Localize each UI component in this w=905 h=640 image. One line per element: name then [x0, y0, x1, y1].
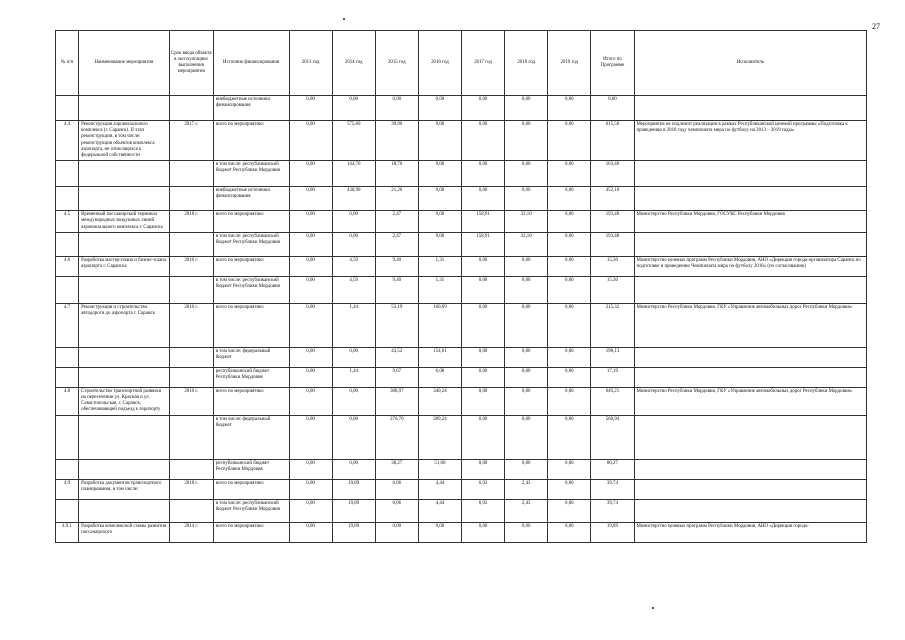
header-cell: Источник финансирования [213, 31, 289, 96]
item-number-cell [56, 499, 79, 522]
amount-cell: 0,00 [289, 459, 332, 479]
amount-cell: 0,00 [591, 96, 634, 121]
item-number-cell [56, 459, 79, 479]
amount-cell: 0,00 [548, 415, 591, 459]
amount-cell: 340,24 [418, 387, 461, 415]
amount-cell: 568,94 [591, 415, 634, 459]
item-number-cell [56, 367, 79, 387]
term-cell [169, 499, 213, 522]
amount-cell: 0,00 [418, 121, 461, 161]
funding-source-cell: внебюджетные источники финансирования [213, 96, 289, 121]
funding-source-cell: внебюджетные источники финансирования [213, 187, 289, 211]
amount-cell: 15,30 [591, 256, 634, 276]
amount-cell: 6,92 [462, 479, 505, 499]
table-row [56, 499, 867, 522]
amount-cell: 0,00 [505, 522, 548, 542]
header-cell: 2019 год [548, 31, 591, 96]
amount-cell: 0,00 [505, 303, 548, 347]
item-number-cell [56, 161, 79, 187]
amount-cell: 0,00 [375, 96, 418, 121]
table-row [56, 161, 867, 187]
item-name-cell [79, 347, 169, 367]
amount-cell: 198,13 [591, 347, 634, 367]
item-name-cell: Временный пассажирский терминал международных воздушных линий аэровокзального комплекса г. Саранска [79, 211, 169, 233]
amount-cell: 0,00 [505, 276, 548, 303]
item-name-cell [79, 232, 169, 256]
amount-cell: 0,00 [332, 415, 375, 459]
item-name-cell [79, 415, 169, 459]
amount-cell: 0,00 [462, 96, 505, 121]
amount-cell: 0,00 [548, 387, 591, 415]
amount-cell: 0,00 [548, 121, 591, 161]
amount-cell: 39,74 [591, 499, 634, 522]
amount-cell: 1,31 [418, 276, 461, 303]
amount-cell: 4,44 [418, 499, 461, 522]
amount-cell: 6,06 [375, 499, 418, 522]
executor-cell [634, 367, 867, 387]
amount-cell: 0,00 [418, 96, 461, 121]
executor-cell [634, 276, 867, 303]
term-cell [169, 96, 213, 121]
amount-cell: 615,50 [591, 121, 634, 161]
funding-source-cell: всего по мероприятию: [213, 522, 289, 542]
amount-cell: 0,00 [289, 415, 332, 459]
amount-cell: 0,00 [462, 303, 505, 347]
term-cell: 2016 г. [169, 303, 213, 347]
amount-cell: 0,00 [462, 459, 505, 479]
funding-source-cell: всего по мероприятию: [213, 121, 289, 161]
executor-cell [634, 499, 867, 522]
table-row [56, 522, 867, 542]
amount-cell: 0,00 [548, 187, 591, 211]
amount-cell: 0,00 [289, 303, 332, 347]
item-number-cell: 4.4 [56, 121, 79, 161]
amount-cell: 0,00 [289, 479, 332, 499]
header-cell: Итого по Программе [591, 31, 634, 96]
amount-cell: 0,00 [462, 256, 505, 276]
item-number-cell: 4.9.1 [56, 522, 79, 542]
header-row [56, 31, 867, 96]
funding-source-cell: в том числе: республиканский бюджет Республики Мордовия [213, 161, 289, 187]
item-number-cell: 4.9 [56, 479, 79, 499]
funding-source-cell: всего по мероприятию: [213, 211, 289, 233]
amount-cell: 289,24 [418, 415, 461, 459]
term-cell [169, 161, 213, 187]
amount-cell: 43,52 [375, 347, 418, 367]
amount-cell: 158,91 [462, 211, 505, 233]
amount-cell: 6,06 [375, 479, 418, 499]
item-number-cell [56, 276, 79, 303]
item-number-cell [56, 96, 79, 121]
header-cell: Наименование мероприятия [79, 31, 169, 96]
amount-cell: 0,00 [462, 522, 505, 542]
page-number: 27 [872, 22, 880, 31]
executor-cell: Министерство целевых программ Республики Мордовия, АНО «Дирекция города-организатора Саранск по подготовке и проведению Чемпионата мира по футболу 2018» (по согласованию) [634, 256, 867, 276]
funding-source-cell: в том числе: республиканский бюджет Республики Мордовия [213, 232, 289, 256]
item-name-cell: Разработка комплексной схемы развития пассажирского [79, 522, 169, 542]
table-row [56, 187, 867, 211]
amount-cell: 0,00 [548, 347, 591, 367]
amount-cell: 160,69 [418, 303, 461, 347]
amount-cell: 0,00 [462, 367, 505, 387]
term-cell: 2016 г. [169, 256, 213, 276]
amount-cell: 39,74 [591, 479, 634, 499]
amount-cell: 0,00 [418, 211, 461, 233]
amount-cell: 193,48 [591, 211, 634, 233]
amount-cell: 38,27 [375, 459, 418, 479]
table-row [56, 459, 867, 479]
item-name-cell: Разработка мастер-плана и бизнес-плана аэропорта г. Саранска [79, 256, 169, 276]
amount-cell: 0,00 [548, 459, 591, 479]
amount-cell: 4,59 [332, 256, 375, 276]
amount-cell: 0,00 [548, 367, 591, 387]
amount-cell: 2,43 [505, 499, 548, 522]
item-name-cell [79, 187, 169, 211]
header-cell: 2016 год [418, 31, 461, 96]
amount-cell: 0,00 [548, 522, 591, 542]
executor-cell [634, 96, 867, 121]
amount-cell: 0,00 [462, 276, 505, 303]
funding-source-cell: в том числе: федеральный бюджет [213, 347, 289, 367]
funding-source-cell: всего по мероприятию: [213, 479, 289, 499]
amount-cell: 0,00 [332, 96, 375, 121]
amount-cell: 0,00 [289, 367, 332, 387]
amount-cell: 4,44 [418, 479, 461, 499]
executor-cell [634, 459, 867, 479]
executor-cell: Министерство Республики Мордовия, ГКУ «Управление автомобильных дорог Республики Мордовия» [634, 303, 867, 347]
executor-cell [634, 232, 867, 256]
amount-cell: 0,00 [418, 522, 461, 542]
term-cell: 2018 г. [169, 479, 213, 499]
funding-source-cell: в том числе: федеральный бюджет [213, 415, 289, 459]
amount-cell: 0,00 [332, 387, 375, 415]
item-number-cell [56, 347, 79, 367]
amount-cell: 154,61 [418, 347, 461, 367]
term-cell: 2018 г. [169, 211, 213, 233]
amount-cell: 0,00 [332, 211, 375, 233]
table-row [56, 121, 867, 161]
amount-cell: 6,92 [462, 499, 505, 522]
amount-cell: 51,00 [418, 459, 461, 479]
term-cell [169, 367, 213, 387]
item-number-cell: 4.8 [56, 387, 79, 415]
amount-cell: 0,00 [505, 187, 548, 211]
table-row [56, 367, 867, 387]
amount-cell: 215,32 [591, 303, 634, 347]
item-name-cell: Реконструкция и строительство автодороги до аэропорта г. Саранск [79, 303, 169, 347]
amount-cell: 0,00 [289, 211, 332, 233]
amount-cell: 0,00 [332, 347, 375, 367]
amount-cell: 0,00 [548, 211, 591, 233]
amount-cell: 0,00 [505, 415, 548, 459]
funding-source-cell: республиканский бюджет Республики Мордовия [213, 367, 289, 387]
executor-cell: Министерство Республики Мордовия, ГКУ «Управление автомобильных дорог Республики Мордовия» [634, 387, 867, 415]
funding-source-cell: в том числе: республиканский бюджет Республики Мордовия [213, 276, 289, 303]
program-table [55, 30, 867, 543]
table-row [56, 256, 867, 276]
item-number-cell: 4.6 [56, 256, 79, 276]
amount-cell: 0,00 [548, 479, 591, 499]
amount-cell: 158,91 [462, 232, 505, 256]
amount-cell: 0,00 [375, 522, 418, 542]
amount-cell: 163,40 [591, 161, 634, 187]
funding-source-cell: всего по мероприятию: [213, 303, 289, 347]
table-row [56, 96, 867, 121]
header-cell: № п/п [56, 31, 79, 96]
amount-cell: 17,19 [591, 367, 634, 387]
amount-cell: 0,00 [462, 121, 505, 161]
item-name-cell [79, 161, 169, 187]
table-row [56, 415, 867, 459]
amount-cell: 0,00 [505, 161, 548, 187]
amount-cell: 0,00 [289, 121, 332, 161]
header-cell: 2014 год [332, 31, 375, 96]
term-cell: 2017 г. [169, 121, 213, 161]
table-row [56, 479, 867, 499]
executor-cell: Министерство Республики Мордовия, ГОСУКС Республики Мордовия [634, 211, 867, 233]
amount-cell: 0,00 [548, 96, 591, 121]
funding-source-cell: всего по мероприятию: [213, 387, 289, 415]
amount-cell: 0,00 [462, 415, 505, 459]
item-number-cell [56, 187, 79, 211]
amount-cell: 0,00 [462, 187, 505, 211]
amount-cell: 0,00 [548, 232, 591, 256]
amount-cell: 0,00 [505, 96, 548, 121]
term-cell [169, 187, 213, 211]
amount-cell: 32,10 [505, 211, 548, 233]
executor-cell [634, 415, 867, 459]
amount-cell: 0,00 [418, 161, 461, 187]
term-cell [169, 415, 213, 459]
table-row [56, 232, 867, 256]
amount-cell: 0,00 [462, 387, 505, 415]
amount-cell: 2,47 [375, 211, 418, 233]
amount-cell: 0,00 [289, 232, 332, 256]
scan-speck [652, 607, 654, 609]
amount-cell: 0,00 [289, 96, 332, 121]
amount-cell: 0,00 [418, 187, 461, 211]
item-name-cell: Строительство транспортной развязки на пересечении ул. Красная и ул. Севастопольская, г. Саранск, обеспечивающей подъезд к аэропорту [79, 387, 169, 415]
amount-cell: 1,31 [418, 256, 461, 276]
amount-cell: 19,89 [332, 499, 375, 522]
item-name-cell [79, 96, 169, 121]
item-number-cell: 4.7 [56, 303, 79, 347]
amount-cell: 0,00 [289, 499, 332, 522]
executor-cell [634, 161, 867, 187]
item-number-cell [56, 415, 79, 459]
amount-cell: 308,97 [375, 387, 418, 415]
table-row [56, 347, 867, 367]
item-name-cell [79, 276, 169, 303]
amount-cell: 19,89 [332, 522, 375, 542]
amount-cell: 0,00 [505, 367, 548, 387]
amount-cell: 2,47 [375, 232, 418, 256]
amount-cell: 0,00 [505, 256, 548, 276]
item-name-cell: Реконструкция аэровокзального комплекса (г. Саранск). II этап реконструкции, в том числе: реконструкция объектов комплекса аэропорта, не относящихся к федеральной собственности [79, 121, 169, 161]
header-cell: 2013 год [289, 31, 332, 96]
item-name-cell [79, 459, 169, 479]
amount-cell: 0,00 [289, 387, 332, 415]
header-cell: Срок ввода объекта в эксплуатацию/ выполнения мероприятия [169, 31, 213, 96]
amount-cell: 649,21 [591, 387, 634, 415]
amount-cell: 0,00 [548, 499, 591, 522]
table-row [56, 211, 867, 233]
executor-cell [634, 347, 867, 367]
amount-cell: 21,20 [375, 187, 418, 211]
amount-cell: 53,19 [375, 303, 418, 347]
amount-cell: 4,59 [332, 276, 375, 303]
amount-cell: 0,00 [548, 256, 591, 276]
amount-cell: 18,70 [375, 161, 418, 187]
amount-cell: 0,00 [505, 121, 548, 161]
scan-speck [343, 18, 345, 20]
amount-cell: 9,40 [375, 256, 418, 276]
amount-cell: 0,00 [289, 276, 332, 303]
amount-cell: 2,43 [505, 479, 548, 499]
amount-cell: 19,89 [591, 522, 634, 542]
amount-cell: 1,44 [332, 303, 375, 347]
amount-cell: 9,67 [375, 367, 418, 387]
amount-cell: 193,48 [591, 232, 634, 256]
amount-cell: 32,10 [505, 232, 548, 256]
amount-cell: 0,00 [289, 187, 332, 211]
header-cell: 2017 год [462, 31, 505, 96]
amount-cell: 9,40 [375, 276, 418, 303]
amount-cell: 0,00 [418, 232, 461, 256]
amount-cell: 15,30 [591, 276, 634, 303]
amount-cell: 0,00 [289, 256, 332, 276]
item-number-cell [56, 232, 79, 256]
term-cell [169, 276, 213, 303]
amount-cell: 0,00 [289, 522, 332, 542]
amount-cell: 0,00 [462, 347, 505, 367]
header-cell: 2018 год [505, 31, 548, 96]
amount-cell: 0,00 [505, 387, 548, 415]
amount-cell: 0,00 [505, 347, 548, 367]
amount-cell: 144,70 [332, 161, 375, 187]
amount-cell: 0,00 [332, 459, 375, 479]
amount-cell: 452,10 [591, 187, 634, 211]
table-row [56, 303, 867, 347]
amount-cell: 19,89 [332, 479, 375, 499]
amount-cell: 0,00 [332, 232, 375, 256]
header-cell: Исполнитель [634, 31, 867, 96]
funding-source-cell: всего по мероприятию: [213, 256, 289, 276]
term-cell [169, 232, 213, 256]
amount-cell: 80,27 [591, 459, 634, 479]
executor-cell: Мероприятие не подлежит реализации в рамках Республиканской целевой программы «Подготовка к проведению в 2018 году чемпионата мира по футболу на 2013 – 2019 годы» [634, 121, 867, 161]
item-name-cell: Разработка документов транспортного планирования, в том числе: [79, 479, 169, 499]
executor-cell [634, 187, 867, 211]
amount-cell: 0,00 [462, 161, 505, 187]
amount-cell: 6,08 [418, 367, 461, 387]
funding-source-cell: в том числе: республиканский бюджет Республики Мордовия [213, 499, 289, 522]
header-cell: 2015 год [375, 31, 418, 96]
item-name-cell [79, 367, 169, 387]
item-number-cell: 4.5 [56, 211, 79, 233]
amount-cell: 270,70 [375, 415, 418, 459]
amount-cell: 430,90 [332, 187, 375, 211]
item-name-cell [79, 499, 169, 522]
term-cell: 2014 г. [169, 522, 213, 542]
amount-cell: 0,00 [505, 459, 548, 479]
amount-cell: 39,90 [375, 121, 418, 161]
amount-cell: 1,44 [332, 367, 375, 387]
term-cell [169, 347, 213, 367]
term-cell [169, 459, 213, 479]
amount-cell: 575,60 [332, 121, 375, 161]
executor-cell [634, 479, 867, 499]
amount-cell: 0,00 [289, 161, 332, 187]
table-row [56, 276, 867, 303]
funding-source-cell: республиканский бюджет Республики Мордовия [213, 459, 289, 479]
table-row [56, 387, 867, 415]
amount-cell: 0,00 [289, 347, 332, 367]
amount-cell: 0,00 [548, 161, 591, 187]
executor-cell: Министерство целевых программ Республики Мордовия, АНО «Дирекция города- [634, 522, 867, 542]
term-cell: 2016 г. [169, 387, 213, 415]
amount-cell: 0,00 [548, 303, 591, 347]
amount-cell: 0,00 [548, 276, 591, 303]
